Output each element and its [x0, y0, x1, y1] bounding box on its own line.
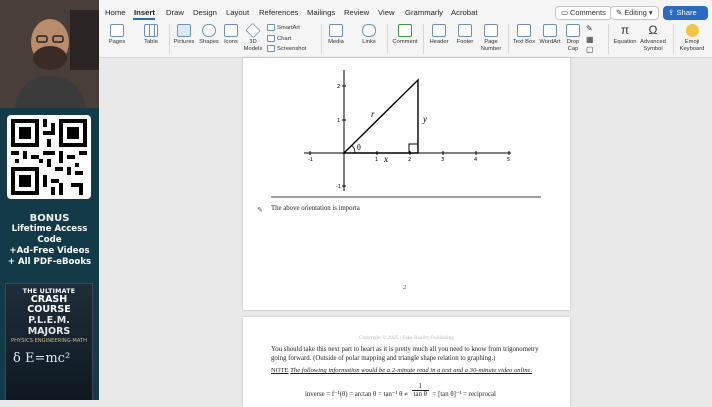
qr-code[interactable]: [7, 115, 91, 199]
note-text: The following information would be a 2-minute read in a text and a 30-minute video online.: [290, 367, 533, 374]
icons-button[interactable]: Icons: [222, 24, 240, 46]
pictures-icon: [177, 24, 191, 37]
smartart-button[interactable]: SmartArt: [267, 24, 300, 31]
equation-button[interactable]: π Equation: [613, 23, 637, 45]
ribbon-separator: [387, 24, 388, 54]
shapes-icon: [202, 24, 216, 37]
comments-button[interactable]: ▭ Comments: [555, 6, 612, 20]
media-button[interactable]: Media: [325, 24, 347, 46]
tab-mailings[interactable]: Mailings: [307, 8, 336, 17]
book-subtitle: PHYSICS·ENGINEERING·MATH: [10, 338, 88, 344]
body-text[interactable]: The above orientation is importa: [271, 205, 360, 212]
x-tick-label: 4: [474, 157, 478, 163]
page-number-icon: [484, 24, 498, 37]
comment-icon: ▭: [561, 8, 571, 17]
header-button[interactable]: Header: [428, 24, 450, 46]
table-button[interactable]: Table: [140, 24, 162, 46]
page-number: 2: [403, 284, 407, 291]
promo-panel: [0, 0, 99, 400]
x-tick-label: -1: [308, 157, 313, 163]
chart-icon: [267, 35, 275, 42]
links-button[interactable]: Links: [359, 24, 379, 46]
ribbon-separator: [321, 24, 322, 54]
bonus-title: BONUS: [29, 213, 70, 224]
screenshot-icon: [267, 45, 275, 52]
book-symbols: δ E=mc²: [13, 351, 71, 366]
tab-acrobat[interactable]: Acrobat: [451, 8, 478, 17]
right-triangle: [344, 80, 418, 153]
page-header: Copyright © 2025 | Fake Reality Publishing: [358, 335, 455, 341]
chart-button[interactable]: Chart: [267, 35, 291, 42]
qr-code-image: [11, 119, 87, 195]
3d-models-button[interactable]: 3D Models: [243, 24, 263, 53]
word-ribbon: [99, 0, 712, 58]
comment-button[interactable]: Comment: [392, 24, 418, 46]
x-tick-label: 5: [507, 157, 511, 163]
tab-layout[interactable]: Layout: [226, 8, 250, 17]
ribbon-separator: [423, 24, 424, 54]
tab-home[interactable]: Home: [105, 8, 126, 17]
opposite-side-label: y: [423, 114, 427, 124]
tab-view[interactable]: View: [378, 8, 395, 17]
theta-arc: [352, 146, 355, 153]
footer-icon: [458, 24, 472, 37]
comment-icon: [398, 24, 412, 37]
ribbon-separator: [608, 24, 609, 54]
pages-icon: [110, 24, 124, 37]
wordart-icon: [543, 24, 557, 37]
x-tick-label: 2: [408, 157, 412, 163]
y-tick-label: 1: [337, 118, 341, 124]
x-tick-label: 1: [375, 157, 379, 163]
chevron-down-icon: ▾: [646, 8, 653, 17]
icons-icon: [224, 24, 238, 37]
note-line[interactable]: [271, 367, 561, 374]
cube-icon: [245, 23, 260, 38]
ribbon-separator: [508, 24, 509, 54]
link-icon: [362, 24, 376, 37]
fraction-numerator: 1: [412, 383, 429, 391]
webcam-video: [0, 0, 99, 108]
fraction-denominator: tan θ: [413, 391, 427, 398]
triangle-figure: [243, 58, 570, 198]
tab-draw[interactable]: Draw: [166, 8, 184, 17]
comment-marker-icon[interactable]: ✎: [257, 207, 263, 214]
ribbon-separator: [673, 24, 674, 54]
pages-button[interactable]: Pages: [107, 24, 127, 46]
book-title-line: CRASH COURSE: [27, 294, 71, 315]
book-title-line: P.L.E.M. MAJORS: [27, 315, 71, 337]
tab-review[interactable]: Review: [344, 8, 370, 17]
smartart-icon: [267, 24, 275, 31]
emoji-icon: [686, 24, 699, 37]
hypotenuse-label: r: [371, 109, 375, 119]
share-icon: ⇪: [668, 8, 677, 17]
equation-left: inverse = f⁻¹(θ) = arctan θ = tan⁻¹ θ ≠: [305, 391, 408, 399]
tab-grammarly[interactable]: Grammarly: [405, 8, 444, 17]
object-button[interactable]: ▢: [586, 45, 594, 54]
shapes-button[interactable]: Shapes: [198, 24, 220, 46]
table-icon: [144, 24, 158, 37]
omega-icon: Ω: [648, 23, 658, 37]
media-icon: [329, 24, 343, 37]
x-tick-label: 3: [441, 157, 445, 163]
editing-button[interactable]: ✎ Editing ▾: [610, 6, 659, 20]
note-label: NOTE: [271, 367, 289, 374]
active-tab-indicator: [133, 18, 155, 20]
emoji-keyboard-button[interactable]: Emoji Keyboard: [677, 24, 707, 53]
text-box-button[interactable]: Text Box: [512, 24, 536, 46]
bonus-promo: [0, 213, 99, 268]
equation-fraction: [412, 383, 429, 398]
text-box-icon: [517, 24, 531, 37]
date-time-button[interactable]: ▦: [586, 35, 594, 44]
ribbon-separator: [169, 24, 170, 54]
ribbon-tabs: [99, 0, 712, 20]
body-paragraph[interactable]: You should take this next part to heart as it is pretty much all you need to know from trigonometry going forward. (Outside of polar mapping and triangle shape relation to graphing.): [271, 346, 539, 362]
footer-button[interactable]: Footer: [454, 24, 476, 46]
pi-icon: π: [620, 23, 630, 37]
y-tick-label: -1: [336, 184, 341, 190]
y-tick-label: 2: [337, 84, 341, 90]
adjacent-side-label: x: [384, 154, 388, 164]
equation-right: = [tan θ]⁻¹ = reciprocal: [432, 391, 496, 399]
drop-cap-button[interactable]: Drop Cap: [564, 24, 582, 53]
book-cover: [5, 283, 93, 400]
screenshot-button[interactable]: Screenshot: [267, 45, 306, 52]
bonus-line: +Ad-Free Videos: [9, 246, 90, 256]
document-page[interactable]: [243, 317, 570, 407]
header-icon: [432, 24, 446, 37]
bonus-line: + All PDF-eBooks: [7, 257, 92, 267]
drop-cap-icon: [566, 24, 580, 37]
advanced-symbol-button[interactable]: Ω Advanced Symbol: [640, 23, 666, 52]
book-title-line: THE ULTIMATE: [22, 288, 76, 295]
tab-references[interactable]: References: [259, 8, 299, 17]
share-button[interactable]: ⇪ Share: [663, 6, 708, 20]
presenter-image: [0, 0, 99, 108]
tab-design[interactable]: Design: [193, 8, 217, 17]
document-page[interactable]: [243, 58, 570, 310]
signature-line-button[interactable]: ✎: [586, 24, 593, 33]
bonus-line: Lifetime Access Code: [11, 224, 88, 245]
pictures-button[interactable]: Pictures: [172, 24, 196, 46]
page-number-button[interactable]: Page Number: [479, 24, 503, 53]
tab-insert[interactable]: Insert: [134, 8, 155, 17]
theta-label: θ: [357, 143, 361, 152]
wordart-button[interactable]: WordArt: [538, 24, 562, 46]
pencil-icon: ✎: [616, 8, 625, 17]
